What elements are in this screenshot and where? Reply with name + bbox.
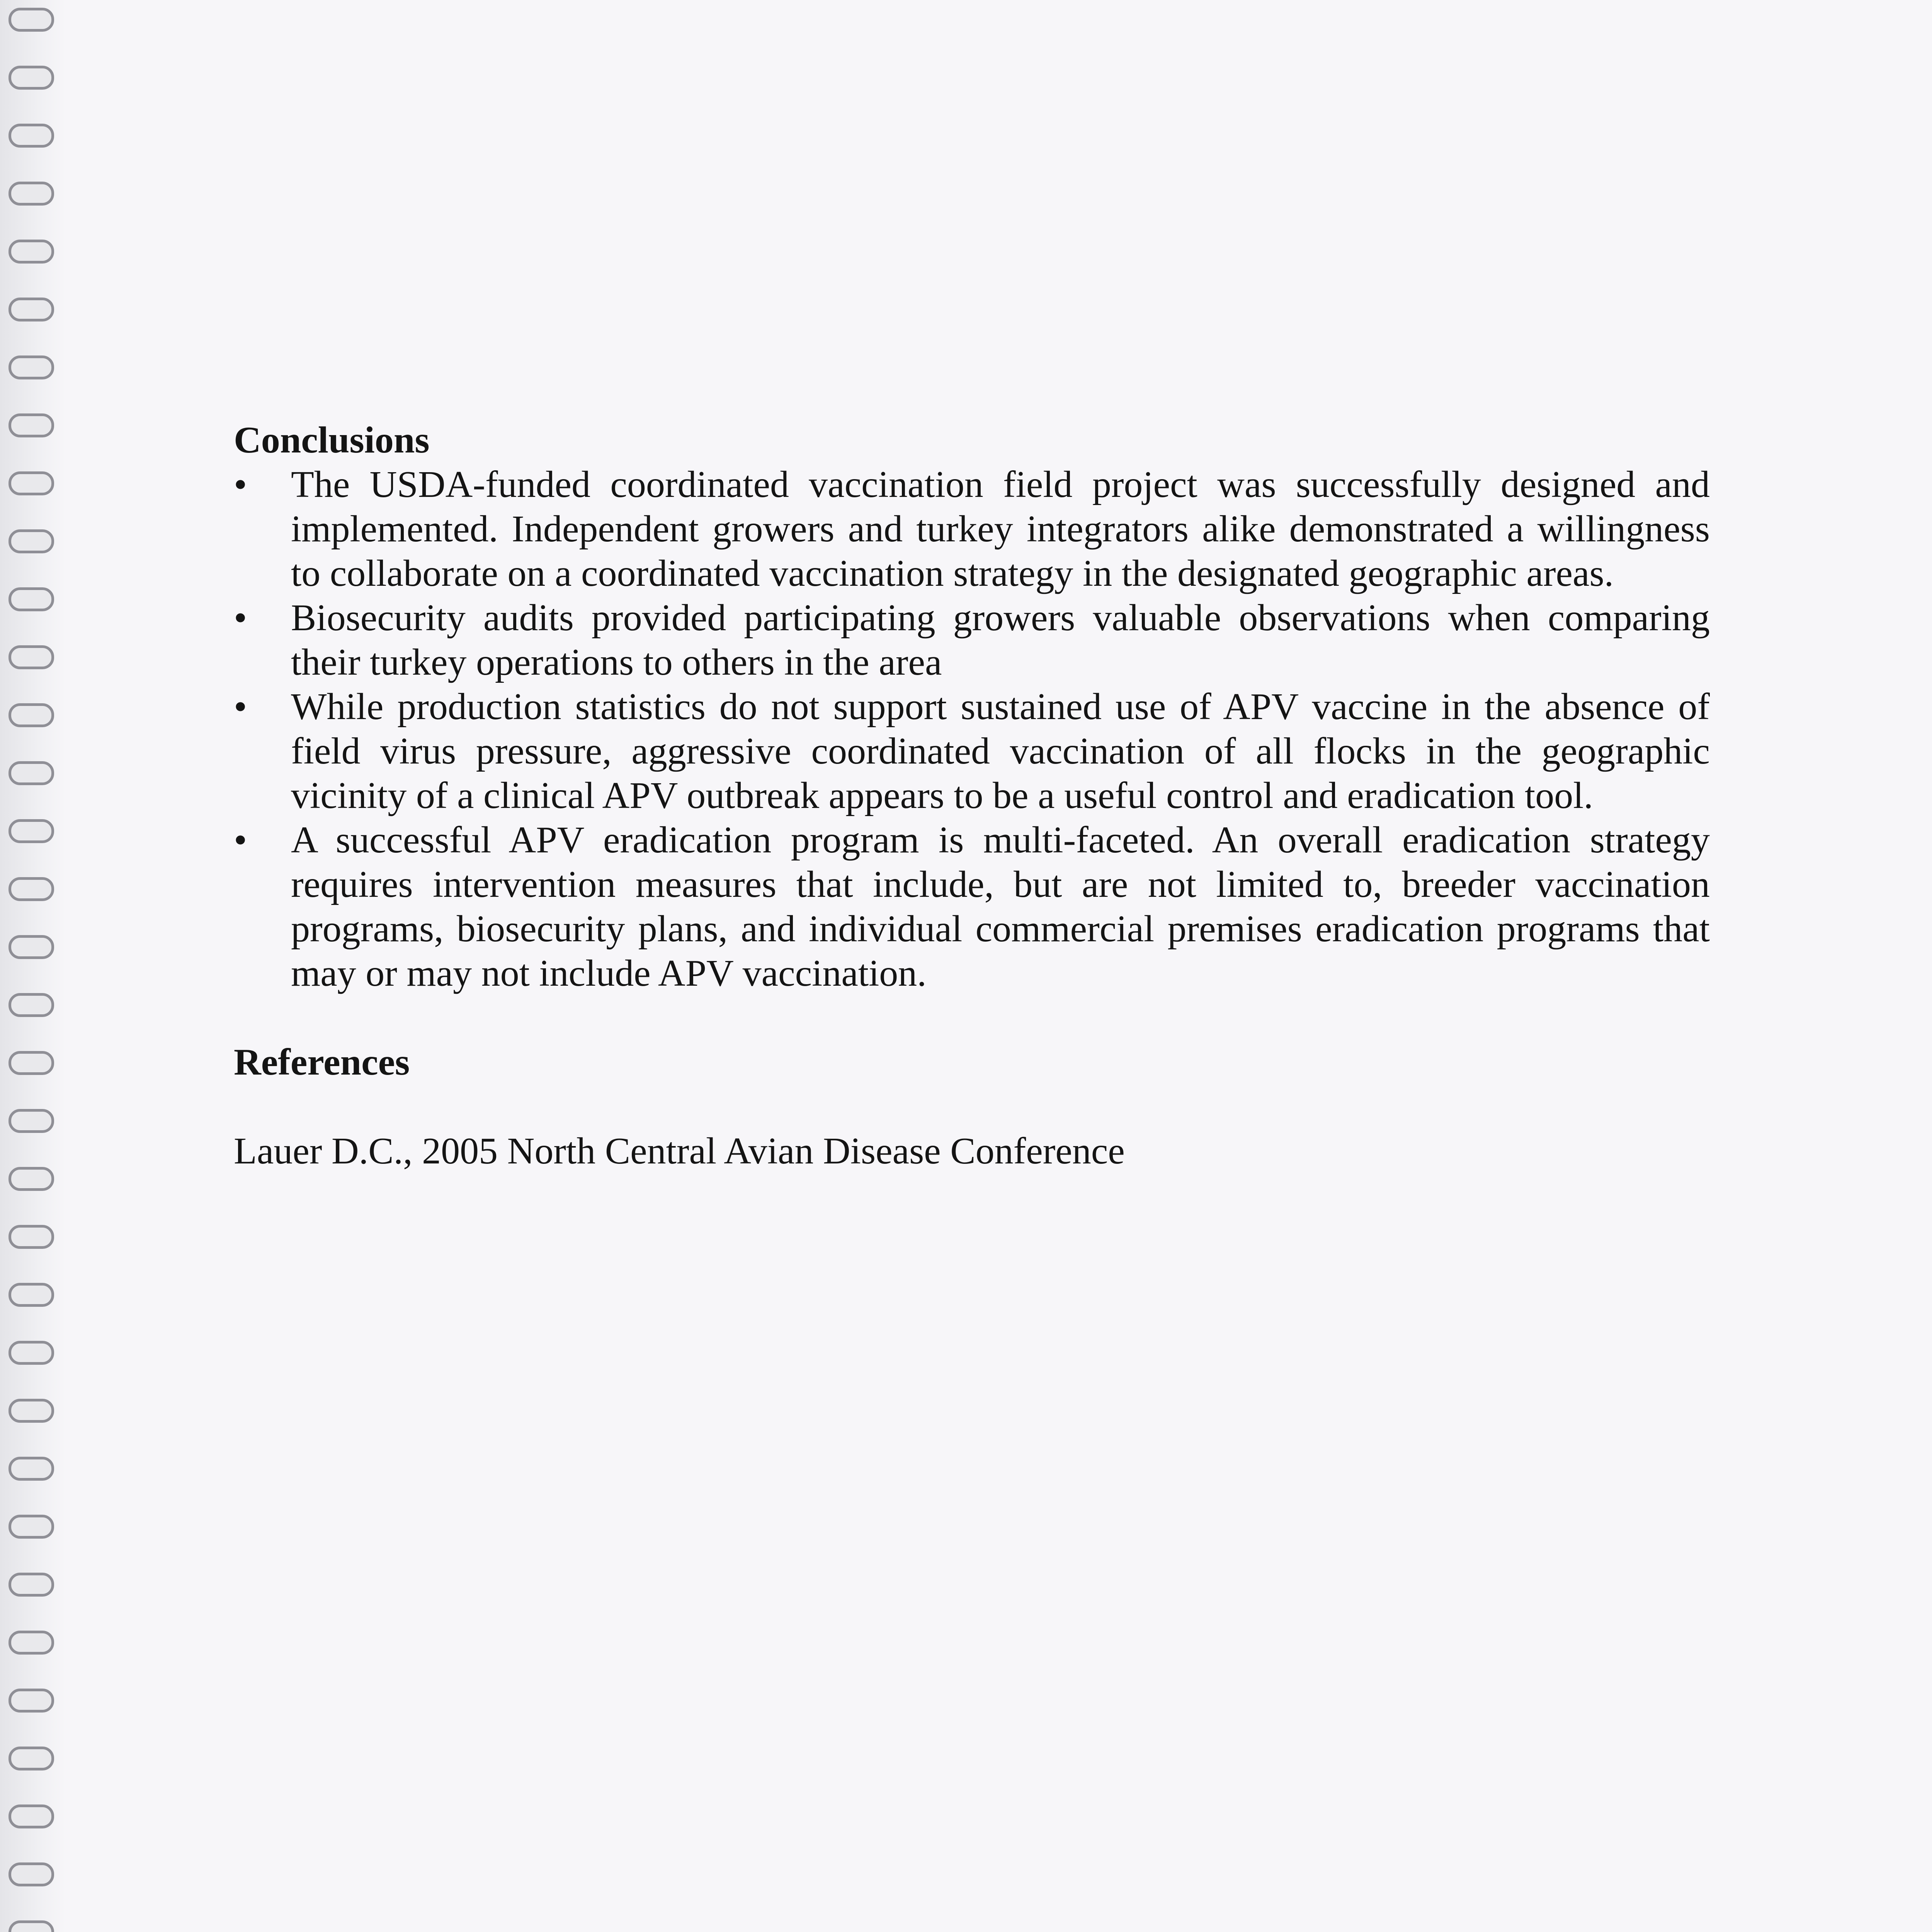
list-item bbox=[234, 596, 1710, 685]
binding-ring bbox=[9, 1283, 54, 1307]
binding-ring bbox=[9, 1399, 54, 1423]
binding-ring bbox=[9, 1573, 54, 1597]
binding-ring bbox=[9, 993, 54, 1017]
conclusion-text: Biosecurity audits provided participating growers valuable observations when comparing their turkey operations to others in the area bbox=[291, 597, 1710, 683]
binding-ring bbox=[9, 1109, 54, 1133]
binding-ring bbox=[9, 298, 54, 321]
binding-ring bbox=[9, 1341, 54, 1365]
binding-ring bbox=[9, 1051, 54, 1075]
binding-ring bbox=[9, 8, 54, 32]
bullet-icon: • bbox=[234, 597, 247, 639]
page-content bbox=[234, 418, 1710, 1173]
spiral-binding bbox=[0, 0, 66, 1932]
binding-ring bbox=[9, 182, 54, 206]
binding-ring bbox=[9, 703, 54, 727]
reference-entry: Lauer D.C., 2005 North Central Avian Disease Conference bbox=[234, 1130, 1125, 1172]
binding-ring bbox=[9, 1747, 54, 1770]
bullet-icon: • bbox=[234, 819, 247, 861]
binding-ring bbox=[9, 1804, 54, 1828]
bullet-icon: • bbox=[234, 464, 247, 505]
binding-ring bbox=[9, 935, 54, 959]
list-item bbox=[234, 818, 1710, 996]
binding-ring bbox=[9, 1920, 54, 1932]
binding-ring bbox=[9, 471, 54, 495]
binding-ring bbox=[9, 1631, 54, 1655]
binding-ring bbox=[9, 819, 54, 843]
binding-ring bbox=[9, 587, 54, 611]
binding-ring bbox=[9, 1689, 54, 1713]
binding-ring bbox=[9, 1225, 54, 1249]
conclusions-list bbox=[234, 463, 1710, 996]
binding-ring bbox=[9, 240, 54, 264]
references-heading: References bbox=[234, 1041, 410, 1083]
conclusion-text: The USDA-funded coordinated vaccination field project was successfully designed and implemented. Independent growers and turkey integrators alike demonstrated a willingness to collaborate on a coordinated vaccination strategy in the designated geographic areas. bbox=[291, 464, 1710, 594]
list-item bbox=[234, 685, 1710, 818]
binding-ring bbox=[9, 1457, 54, 1481]
binding-ring bbox=[9, 355, 54, 379]
binding-ring bbox=[9, 124, 54, 148]
binding-ring bbox=[9, 529, 54, 553]
conclusions-heading: Conclusions bbox=[234, 419, 430, 461]
conclusion-text: While production statistics do not support sustained use of APV vaccine in the absence of field virus pressure, aggressive coordinated vaccination of all flocks in the geographic vicinity of a clinical APV outbreak appears to be a useful control and eradication tool. bbox=[291, 686, 1710, 816]
bullet-icon: • bbox=[234, 686, 247, 728]
binding-ring bbox=[9, 761, 54, 785]
binding-ring bbox=[9, 1167, 54, 1191]
binding-ring bbox=[9, 413, 54, 437]
binding-ring bbox=[9, 1515, 54, 1539]
binding-ring bbox=[9, 1862, 54, 1886]
conclusion-text: A successful APV eradication program is multi-faceted. An overall eradication strategy requires intervention measures that include, but are not limited to, breeder vaccination programs, biosecurity plans, and individual commercial premises eradication programs that may or may not include APV vaccination. bbox=[291, 819, 1710, 994]
binding-ring bbox=[9, 877, 54, 901]
list-item bbox=[234, 463, 1710, 596]
binding-ring bbox=[9, 645, 54, 669]
binding-ring bbox=[9, 66, 54, 90]
